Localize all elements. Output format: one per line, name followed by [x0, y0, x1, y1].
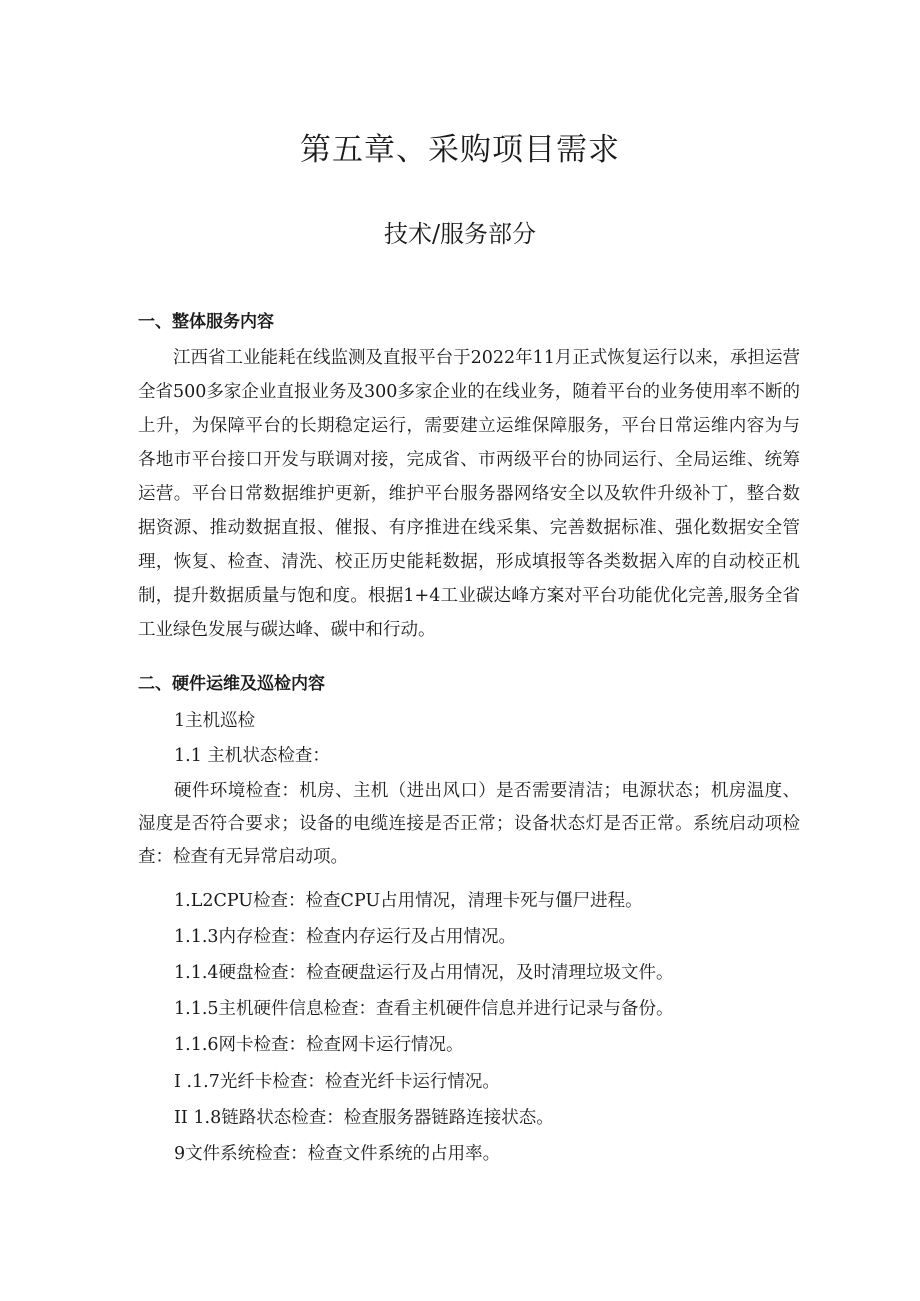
item-fiber-card-check: I .1.7光纤卡检查：检查光纤卡运行情况。 — [174, 1072, 500, 1092]
section-subtitle: 技术/服务部分 — [383, 220, 537, 248]
item-link-status-check: II 1.8链路状态检查：检查服务器链路连接状态。 — [174, 1108, 554, 1128]
section-heading-hardware-maintenance: 二、硬件运维及巡检内容 — [138, 674, 325, 694]
item-disk-check: 1.1.4硬盘检查：检查硬盘运行及占用情况，及时清理垃圾文件。 — [174, 963, 674, 983]
hardware-environment-paragraph: 硬件环境检查：机房、主机（进出风口）是否需要清洁；电源状态；机房温度、湿度是否符合要求；设备的电缆连接是否正常；设备状态灯是否正常。系统启动项检查：检查有无异常启动项。 — [138, 781, 800, 867]
item-memory-check: 1.1.3内存检查：检查内存运行及占用情况。 — [174, 927, 517, 947]
item-filesystem-check: 9文件系统检查：检查文件系统的占用率。 — [174, 1144, 501, 1164]
chapter-title: 第五章、采购项目需求 — [300, 132, 620, 168]
section-heading-overall-service: 一、整体服务内容 — [138, 312, 274, 332]
item-nic-check: 1.1.6网卡检查：检查网卡运行情况。 — [174, 1035, 464, 1055]
overall-service-paragraph: 江西省工业能耗在线监测及直报平台于2022年11月正式恢复运行以来，承担运营全省500多家企业直报业务及300多家企业的在线业务，随着平台的业务使用率不断的上升，为保障平台的长期稳定运行，需要建立运维保障服务，平台日常运维内容为与各地市平台接口开发与联调对接，完成省、市两级平台的协同运行、全局运维、统筹运营。平台日常数据维护更新，维护平台服务器网络安全以及软件升级补丁，整合数据资源、推动数据直报、催报、有序推进在线采集、完善数据标准、强化数据安全管理，恢复、检查、清洗、校正历史能耗数据，形成填报等各类数据入库的自动校正机制，提升数据质量与饱和度。根据1+4工业碳达峰方案对平台功能优化完善,服务全省工业绿色发展与碳达峰、碳中和行动。 — [138, 348, 800, 640]
item-host-status-check: 1.1 主机状态检查： — [174, 746, 330, 766]
item-hardware-info-check: 1.1.5主机硬件信息检查：查看主机硬件信息并进行记录与备份。 — [174, 999, 674, 1019]
item-host-inspection: 1主机巡检 — [174, 711, 256, 731]
item-cpu-check: 1.L2CPU检查：检查CPU占用情况，清理卡死与僵尸进程。 — [174, 891, 643, 911]
